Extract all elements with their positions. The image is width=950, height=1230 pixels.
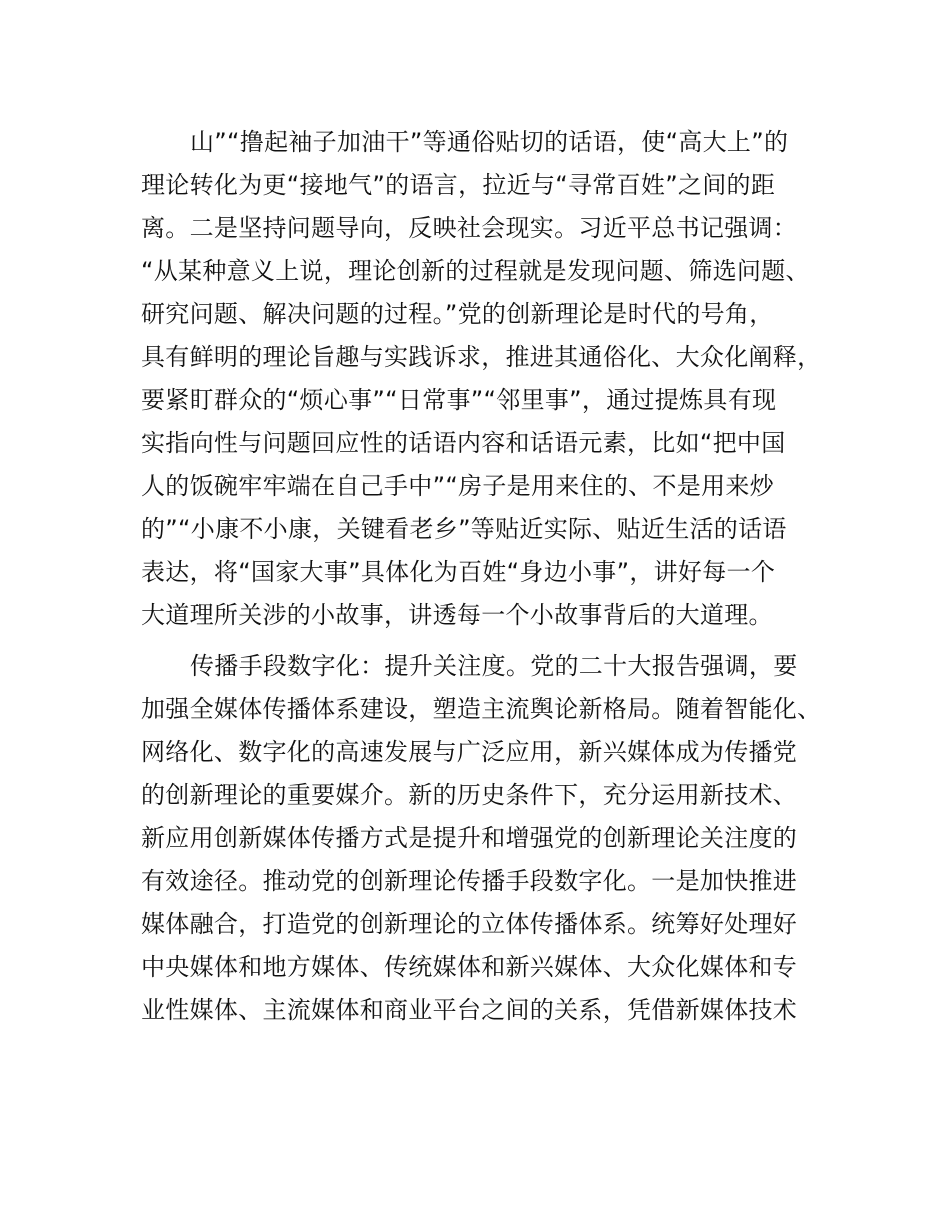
paragraph-1 [141,121,831,637]
text-line: 新应用创新媒体传播方式是提升和增强党的创新理论关注度的 [141,824,798,852]
text-line: 离。二是坚持问题导向，反映社会现实。习近平总书记强调： [141,214,798,242]
text-line: 网络化、数字化的高速发展与广泛应用，新兴媒体成为传播党 [141,738,798,766]
text-line: 有效途径。推动党的创新理论传播手段数字化。一是加快推进 [141,867,798,895]
text-line: 研究问题、解决问题的过程。”党的创新理论是时代的号角， [141,300,774,328]
text-line: 理论转化为更“接地气”的语言，拉近与“寻常百姓”之间的距 [141,171,776,199]
paragraph-2 [141,645,831,1032]
text-line: 加强全媒体传播体系建设，塑造主流舆论新格局。随着智能化、 [141,695,822,723]
text-line: 实指向性与问题回应性的话语内容和话语元素，比如“把中国 [141,429,786,457]
text-line: 的创新理论的重要媒介。新的历史条件下，充分运用新技术、 [141,781,798,809]
document-page [141,121,831,1032]
text-line: 中央媒体和地方媒体、传统媒体和新兴媒体、大众化媒体和专 [141,953,798,981]
text-line: 大道理所关涉的小故事，讲透每一个小故事背后的大道理。 [141,601,773,629]
text-line: 媒体融合，打造党的创新理论的立体传播体系。统筹好处理好 [141,910,798,938]
text-line: “从某种意义上说，理论创新的过程就是发现问题、筛选问题、 [141,257,810,285]
text-line: 山”“撸起袖子加油干”等通俗贴切的话语，使“高大上”的 [190,128,789,156]
text-line: 要紧盯群众的“烦心事”“日常事”“邻里事”，通过提炼具有现 [141,386,777,414]
text-line: 表达，将“国家大事”具体化为百姓“身边小事”，讲好每一个 [141,558,776,586]
text-line: 的”“小康不小康，关键看老乡”等贴近实际、贴近生活的话语 [141,515,787,543]
paragraph-spacer [141,637,831,645]
text-line: 具有鲜明的理论旨趣与实践诉求，推进其通俗化、大众化阐释， [141,343,822,371]
text-line: 传播手段数字化：提升关注度。党的二十大报告强调，要 [190,652,798,680]
text-line: 业性媒体、主流媒体和商业平台之间的关系，凭借新媒体技术 [141,996,798,1024]
text-line: 人的饭碗牢牢端在自己手中”“房子是用来住的、不是用来炒 [141,472,774,500]
